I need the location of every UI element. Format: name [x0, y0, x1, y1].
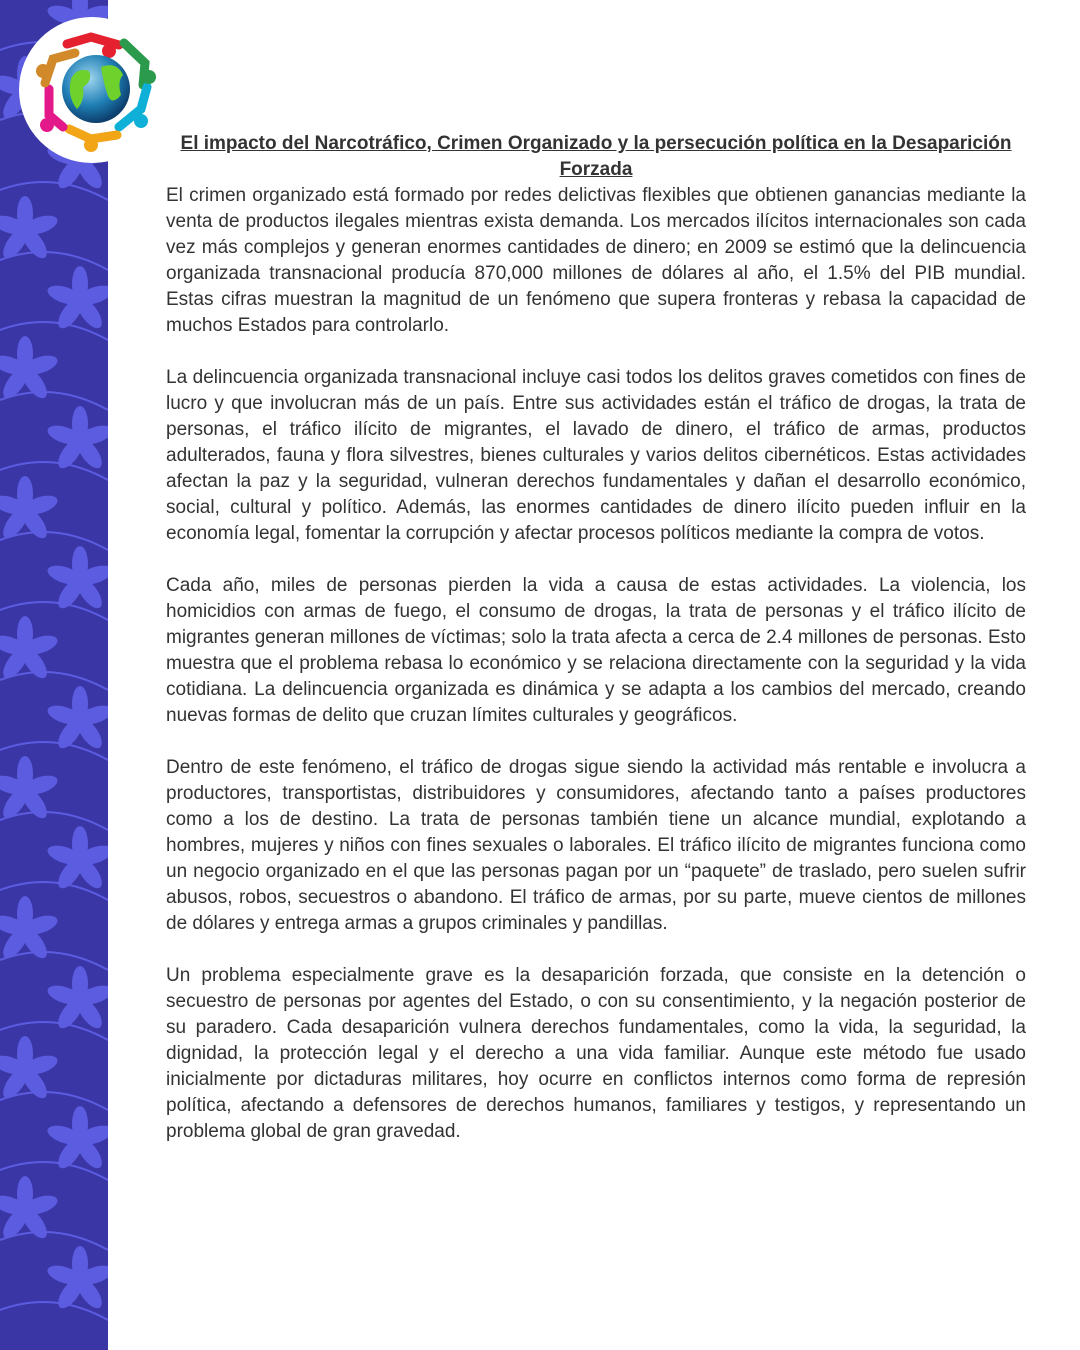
- floral-vine: [0, 1092, 108, 1110]
- floral-vine: [0, 952, 108, 970]
- floral-pattern-icon: [0, 0, 108, 1350]
- decorative-floral-sidebar: [0, 0, 108, 1350]
- globe-people-logo-icon: [19, 17, 165, 163]
- floral-vine: [0, 532, 108, 550]
- document-body: [166, 131, 1026, 1171]
- floral-vine: [0, 392, 108, 410]
- floral-vine: [0, 1232, 108, 1250]
- organization-logo: [19, 17, 165, 163]
- paragraph-1: El crimen organizado está formado por redes delictivas flexibles que obtienen ganancias mediante la venta de productos ilegales mientras exista demanda. Los mercados ilícitos internacionales son cada vez más complejos y generan enormes cantidades de dinero; en 2009 se estimó que la delincuencia organizada transnacional producía 870,000 millones de dólares al año, el 1.5% del PIB mundial. Estas cifras muestran la magnitud de un fenómeno que supera fronteras y rebasa la capacidad de muchos Estados para controlarlo.: [166, 185, 1026, 336]
- paragraph-4: Dentro de este fenómeno, el tráfico de drogas sigue siendo la actividad más rentable e involucra a productores, transportistas, distribuidores y consumidores, afectando tanto a países productores como a los de destino. La trata de personas también tiene un alcance mundial, explotando a hombres, mujeres y niños con fines sexuales o laborales. El tráfico ilícito de migrantes funciona como un negocio organizado en el que las personas pagan por un “paquete” de traslado, pero suelen sufrir abusos, robos, secuestros o abandono. El tráfico de armas, por su parte, mueve cientos de millones de dólares y entrega armas a grupos criminales y pandillas.: [166, 757, 1026, 934]
- paragraph-5: Un problema especialmente grave es la desaparición forzada, que consiste en la detención o secuestro de personas por agentes del Estado, o con su consentimiento, y la negación posterior de su paradero. Cada desaparición vulnera derechos fundamentales, como la vida, la seguridad, la dignidad, la protección legal y el derecho a una vida familiar. Aunque este método fue usado inicialmente por dictaduras militares, hoy ocurre en conflictos internos como forma de represión política, afectando a defensores de derechos humanos, familiares y testigos, y representando un problema global de gran gravedad.: [166, 965, 1026, 1142]
- paragraph-3: Cada año, miles de personas pierden la vida a causa de estas actividades. La violencia, los homicidios con armas de fuego, el consumo de drogas, la trata de personas y el tráfico ilícito de migrantes generan millones de víctimas; solo la trata afecta a cerca de 2.4 millones de personas. Esto muestra que el problema rebasa lo económico y se relaciona directamente con la seguridad y la vida cotidiana. La delincuencia organizada es dinámica y se adapta a los cambios del mercado, creando nuevas formas de delito que cruzan límites culturales y geográficos.: [166, 575, 1026, 726]
- floral-vine: [0, 672, 108, 690]
- floral-vine: [0, 812, 108, 830]
- floral-vine: [0, 252, 108, 270]
- paragraph-2: La delincuencia organizada transnacional incluye casi todos los delitos graves cometidos con fines de lucro y que involucran más de un país. Entre sus actividades están el tráfico de drogas, la trata de personas, el tráfico ilícito de migrantes, el lavado de dinero, el tráfico de armas, productos adulterados, fauna y flora silvestres, bienes culturales y varios delitos cibernéticos. Estas actividades afectan la paz y la seguridad, vulneran derechos fundamentales y dañan el desarrollo económico, social, cultural y político. Además, las enormes cantidades de dinero ilícito pueden influir en la economía legal, fomentar la corrupción y afectar procesos políticos mediante la compra de votos.: [166, 367, 1026, 544]
- document-title: El impacto del Narcotráfico, Crimen Organizado y la persecución política en la Desaparición Forzada: [180, 133, 1012, 180]
